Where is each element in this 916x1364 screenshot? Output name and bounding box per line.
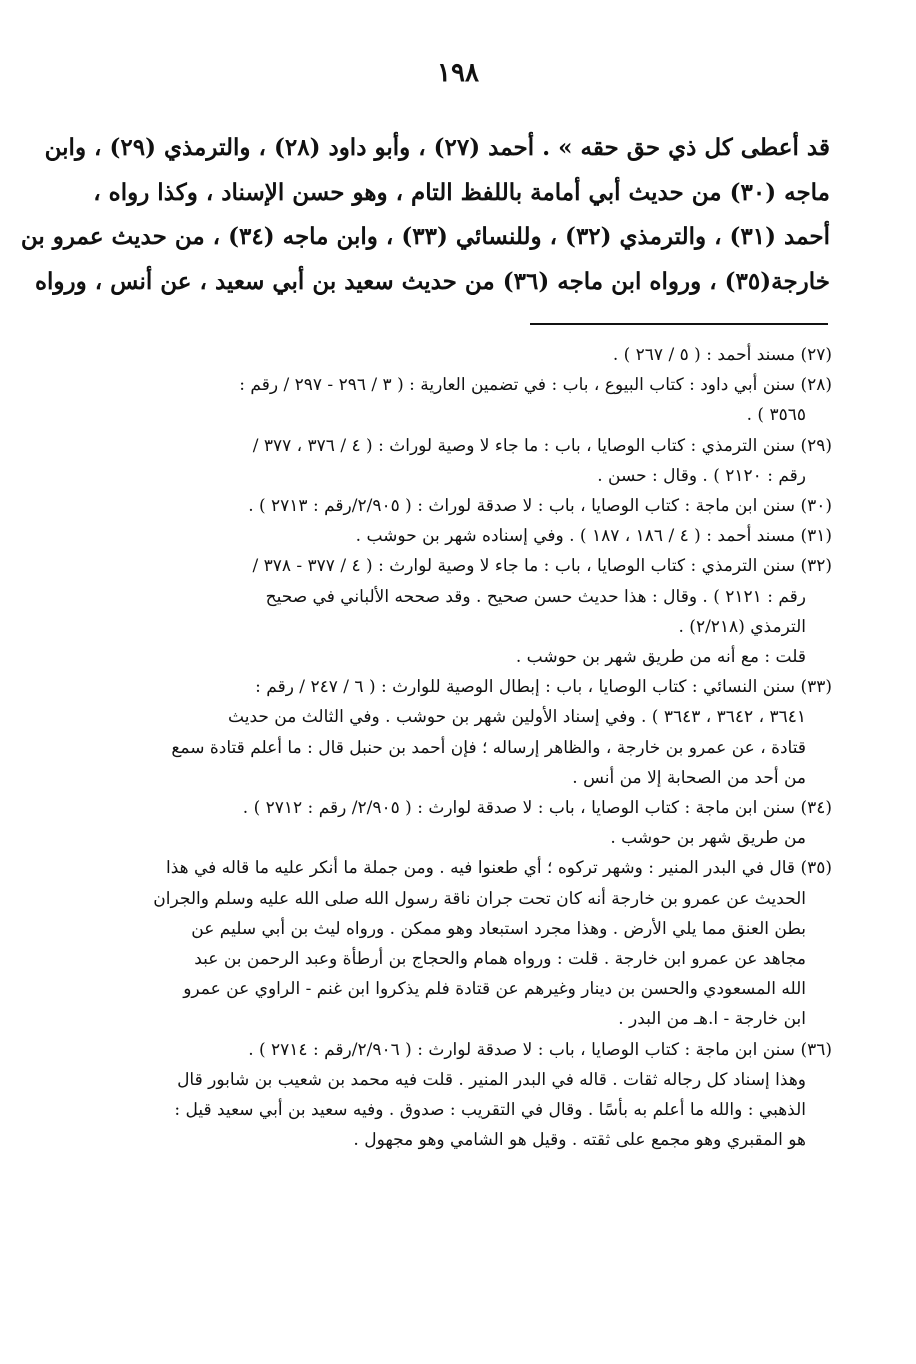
footnote-line: الذهبي : والله ما أعلم به بأسًا . وقال في التقريب : صدوق . وفيه سعيد بن أبي سعيد قيل :	[174, 1100, 806, 1121]
footnote-29	[60, 431, 832, 491]
main-text-line: قد أعطى كل ذي حق حقه » . أحمد (٢٧) ، وأبو داود (٢٨) ، والترمذي (٢٩) ، وابن	[44, 134, 830, 161]
footnote-33	[60, 672, 832, 793]
main-text-line: أحمد (٣١) ، والترمذي (٣٢) ، وللنسائي (٣٣) ، وابن ماجه (٣٤) ، من حديث عمرو بن	[20, 223, 830, 250]
footnote-line: بطن العنق مما يلي الأرض . وهذا مجرد استبعاد وهو ممكن . ورواه ليث بن أبي سليم عن	[191, 918, 806, 939]
footnote-line: (٢٧) مسند أحمد : ( ٥ / ٢٦٧ ) .	[612, 345, 832, 365]
footnote-line: من أحد من الصحابة إلا من أنس .	[572, 767, 806, 788]
footnote-35	[60, 853, 832, 1034]
footnote-line: الحديث عن عمرو بن خارجة أنه كان تحت جران ناقة رسول الله صلى الله عليه وسلم والجران	[153, 888, 806, 909]
footnote-30	[60, 491, 832, 521]
footnote-line: (٢٩) سنن الترمذي : كتاب الوصايا ، باب : ما جاء لا وصية لوراث : ( ٤ / ٣٧٦ ، ٣٧٧ /	[252, 435, 832, 456]
footnote-line: رقم : ٢١٢٠ ) . وقال : حسن .	[597, 465, 806, 486]
footnote-line: (٣٣) سنن النسائي : كتاب الوصايا ، باب : إبطال الوصية للوارث : ( ٦ / ٢٤٧ / رقم :	[255, 677, 832, 698]
footnote-32	[60, 551, 832, 672]
footnote-line: (٣١) مسند أحمد : ( ٤ / ١٨٦ ، ١٨٧ ) . وفي إسناده شهر بن حوشب .	[355, 526, 832, 547]
footnote-line: (٣٠) سنن ابن ماجة : كتاب الوصايا ، باب : لا صدقة لوراث : ( ٢/٩٠٥/رقم : ٢٧١٣ ) .	[248, 496, 832, 517]
footnote-line: قلت : مع أنه من طريق شهر بن حوشب .	[515, 647, 806, 668]
footnote-line: ٣٥٦٥ ) .	[746, 405, 806, 426]
footnote-27	[60, 340, 832, 370]
footnote-31	[60, 521, 832, 551]
footnote-line: هو المقبري وهو مجمع على ثقته . وقيل هو الشامي وهو مجهول .	[353, 1130, 806, 1151]
footnote-line: (٣٤) سنن ابن ماجة : كتاب الوصايا ، باب : لا صدقة لوارث : ( ٢/٩٠٥/ رقم : ٢٧١٢ ) .	[242, 798, 832, 819]
footnote-divider	[530, 323, 828, 325]
page-number: ١٩٨	[437, 58, 479, 88]
footnote-28	[60, 370, 832, 430]
footnotes-section	[60, 340, 832, 1155]
footnote-line: (٣٦) سنن ابن ماجة : كتاب الوصايا ، باب : لا صدقة لوارث : ( ٢/٩٠٦/رقم : ٢٧١٤ ) .	[248, 1039, 832, 1060]
footnote-line: قتادة ، عن عمرو بن خارجة ، والظاهر إرساله ؛ فإن أحمد بن حنبل قال : ما أعلم قتادة سمع	[171, 737, 806, 758]
footnote-36	[60, 1035, 832, 1156]
footnote-line: ٣٦٤١ ، ٣٦٤٢ ، ٣٦٤٣ ) . وفي إسناد الأولين شهر بن حوشب . وفي الثالث من حديث	[228, 707, 806, 728]
footnote-line: (٣٢) سنن الترمذي : كتاب الوصايا ، باب : ما جاء لا وصية لوارث : ( ٤ / ٣٧٧ - ٣٧٨ /	[252, 556, 832, 577]
footnote-line: (٣٥) قال في البدر المنير : وشهر تركوه ؛ أي طعنوا فيه . ومن جملة ما أنكر عليه ما قاله في هذا	[165, 858, 832, 879]
footnote-line: الترمذي (٢/٢١٨) .	[678, 616, 806, 637]
footnote-line: ابن خارجة - ا.هـ من البدر .	[618, 1009, 806, 1030]
footnote-line: مجاهد عن عمرو ابن خارجة . قلت : ورواه همام والحجاج بن أرطأة وعبد الرحمن بن عبد	[194, 949, 806, 970]
main-text-line: ماجه (٣٠) من حديث أبي أمامة باللفظ التام ، وهو حسن الإسناد ، وكذا رواه ،	[93, 178, 830, 206]
footnote-line: من طريق شهر بن حوشب .	[610, 828, 806, 849]
footnote-34	[60, 793, 832, 853]
footnote-line: رقم : ٢١٢١ ) . وقال : هذا حديث حسن صحيح . وقد صححه الألباني في صحيح	[265, 586, 806, 607]
main-text-line: خارجة(٣٥) ، ورواه ابن ماجه (٣٦) من حديث سعيد بن أبي سعيد ، عن أنس ، ورواه	[34, 267, 830, 295]
footnote-line: وهذا إسناد كل رجاله ثقات . قاله في البدر المنير . قلت فيه محمد بن شعيب بن شابور قال	[177, 1069, 806, 1090]
footnote-line: الله المسعودي والحسن بن دينار وغيرهم عن قتادة فلم يذكروا ابن غنم - الراوي عن عمرو	[183, 979, 806, 1000]
footnote-line: (٢٨) سنن أبي داود : كتاب البيوع ، باب : في تضمين العارية : ( ٣ / ٢٩٦ - ٢٩٧ / رقم :	[239, 375, 832, 396]
main-paragraph	[20, 126, 830, 304]
